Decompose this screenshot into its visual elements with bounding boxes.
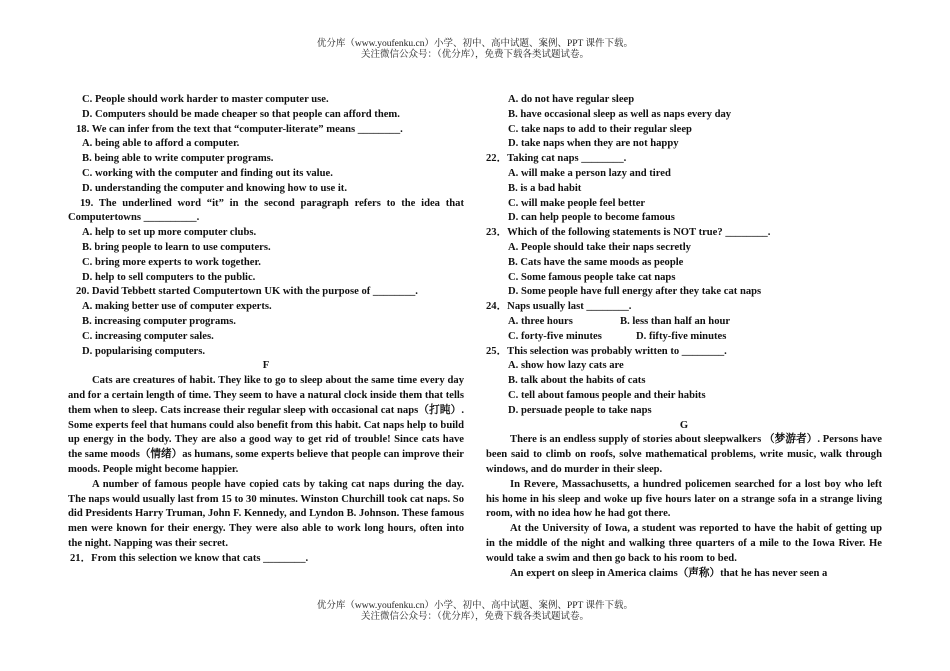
right-column [486, 93, 882, 581]
option-21d: D. take naps when they are not happy [508, 138, 679, 150]
option-18c: C. working with the computer and finding out its value. [82, 167, 333, 179]
option-20c: C. increasing computer sales. [82, 330, 214, 342]
option-23c: C. Some famous people take cat naps [508, 271, 676, 283]
option-20d: D. popularising computers. [82, 345, 206, 357]
option-24d: D. fifty-five minutes [636, 330, 727, 342]
question-19: 19. The underlined word “it” in the second paragraph refers to the idea that Computertowns __________. [68, 197, 464, 224]
option-19d: D. help to sell computers to the public. [82, 271, 256, 283]
footer-line-2: 关注微信公众号：（优分库），免费下载各类试题试卷。 [360, 612, 589, 622]
option-24b: B. less than half an hour [620, 315, 731, 327]
option-21c: C. take naps to add to their regular sleep [508, 123, 692, 135]
option-22b: B. is a bad habit [508, 182, 582, 194]
question-24: 24．Naps usually last ________. [486, 301, 632, 313]
section-f-heading: F [262, 360, 270, 372]
option-25a: A. show how lazy cats are [508, 360, 624, 372]
option-19b: B. bring people to learn to use computers. [82, 241, 271, 253]
option-23a: A. People should take their naps secretly [508, 241, 691, 253]
section-g-heading: G [679, 419, 689, 431]
option-18b: B. being able to write computer programs. [82, 153, 274, 165]
option-23b: B. Cats have the same moods as people [508, 256, 684, 268]
passage-g-paragraph-4: An expert on sleep in America claims（声称）that he has never seen a [510, 567, 828, 579]
option-22d: D. can help people to become famous [508, 212, 675, 224]
question-20: 20. David Tebbett started Computertown UK with the purpose of ________. [76, 286, 418, 298]
passage-f-paragraph-1: Cats are creatures of habit. They like to go to sleep about the same time every day and for a certain length of time. They seem to have a natural clock inside them that tells them when to sleep. Cats increase their regular sleep with occasional cat naps（打盹）. Some experts feel that humans could also benefit from this habit. Cat naps help to build up energy in the body. They are also a good way to get rid of trouble! Since cats have the same moods（情绪）as humans, some experts believe that people can improve their moods. People might become happier. [68, 375, 464, 475]
option-21b: B. have occasional sleep as well as naps every day [508, 108, 732, 120]
option-20a: A. making better use of computer experts. [82, 301, 272, 313]
option-21a: A. do not have regular sleep [508, 94, 635, 105]
header-line-1: 优分库（www.youfenku.cn）小学、初中、高中试题、案例、PPT 课件下载。 [316, 39, 634, 49]
option-23d: D. Some people have full energy after they take cat naps [508, 286, 762, 298]
option-19a: A. help to set up more computer clubs. [82, 227, 257, 239]
option-22c: C. will make people feel better [508, 197, 646, 209]
option-18a: A. being able to afford a computer. [82, 138, 240, 150]
footer-line-1: 优分库（www.youfenku.cn）小学、初中、高中试题、案例、PPT 课件下载。 [316, 601, 634, 611]
option-18d: D. understanding the computer and knowing how to use it. [82, 182, 347, 194]
passage-g-paragraph-1: There is an endless supply of stories about sleepwalkers （梦游者）. Persons have been said to climb on roofs, solve mathematical problems, write music, walk through windows, and do murder in their sleep. [486, 434, 882, 475]
question-23: 23．Which of the following statements is NOT true? ________. [486, 227, 771, 239]
question-25: 25．This selection was probably written to ________. [486, 345, 727, 357]
passage-f-paragraph-2: A number of famous people have copied cats by taking cat naps during the day. The naps would usually last from 15 to 30 minutes. Winston Churchill took cat naps. So did Presidents Harry Truman, John F. Kennedy, and Lyndon B. Johnson. These famous men were known for their energy. They were also able to work long hours, often into the night. Napping was their secret. [68, 478, 464, 549]
question-21: 21．From this selection we know that cats ________. [70, 552, 309, 564]
header-line-2: 关注微信公众号：（优分库），免费下载各类试题试卷。 [360, 50, 589, 60]
options-24-row-1 [486, 315, 882, 330]
option-22a: A. will make a person lazy and tired [508, 167, 671, 179]
passage-g-paragraph-2: In Revere, Massachusetts, a hundred policemen searched for a lost boy who left his home in his sleep and woke up five hours later on a strange sofa in a strange living room, with no idea how he had got there. [486, 478, 882, 520]
option-24c: C. forty-five minutes [508, 330, 602, 342]
option-17c: C. People should work harder to master computer use. [82, 94, 329, 105]
option-19c: C. bring more experts to work together. [82, 256, 261, 268]
option-24a: A. three hours [508, 315, 573, 327]
option-17d: D. Computers should be made cheaper so that people can afford them. [82, 108, 400, 120]
question-22: 22．Taking cat naps ________. [486, 153, 627, 165]
option-25c: C. tell about famous people and their habits [508, 389, 706, 401]
option-25d: D. persuade people to take naps [508, 404, 652, 416]
question-18: 18. We can infer from the text that “computer-literate” means ________. [76, 123, 403, 135]
option-25b: B. talk about the habits of cats [508, 375, 646, 387]
page-footer [0, 601, 950, 623]
options-24-row-2 [486, 330, 882, 345]
page-header [0, 39, 950, 61]
left-column [68, 93, 464, 567]
passage-g-paragraph-3: At the University of Iowa, a student was reported to have the habit of getting up in the middle of the night and walking three quarters of a mile to the Iowa River. He would take a swim and then go back to his room to bed. [486, 523, 882, 564]
option-20b: B. increasing computer programs. [82, 315, 236, 327]
